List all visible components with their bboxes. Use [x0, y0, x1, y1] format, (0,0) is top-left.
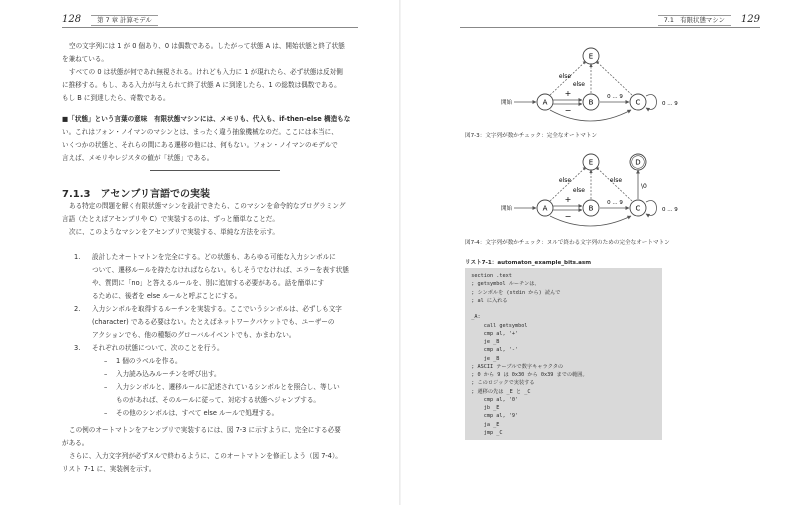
- listing-title: リスト7-1：automaton_example_bits.asm: [465, 260, 592, 266]
- state-label: A: [542, 98, 548, 107]
- note-line: 言えば、メモリやレジスタの値が「状態」である。: [62, 154, 214, 162]
- note-line: いくつかの状態と、それらの間にある遷移の他には、何もない。フォン・ノイマンのモデルで: [62, 141, 338, 149]
- sub-item: ものがあれば、そのルールに従って、対応する状態へジャンプする。: [116, 396, 321, 404]
- edge-label: else: [572, 81, 585, 88]
- section-line: 言語（たとえばアセンブリや C）で実装するのは、ずっと簡単なことだ。: [62, 215, 279, 223]
- edge-a-c: [550, 110, 631, 121]
- state-label: A: [542, 204, 548, 213]
- list-marker: 2.: [74, 305, 81, 313]
- code-line: ; ASCII テーブルで数字キャラクタの: [465, 363, 564, 370]
- list-line: それぞれの状態について、次のことを行う。: [92, 344, 224, 352]
- edge-label: else: [558, 177, 572, 184]
- section-line: 次に、このようなマシンをアセンブリで実装する、単純な方法を示す。: [69, 228, 279, 236]
- state-label: E: [588, 52, 594, 61]
- intro-line: すべての 0 は状態が何であれ無視される。けれども入力に 1 が現れたら、必ず状態は反対側: [69, 68, 343, 76]
- edge-c-e: [596, 167, 632, 201]
- figure-7-3-diagram: [500, 40, 680, 130]
- right-page-number: 129: [740, 14, 760, 25]
- list-line: 入力シンボルを取得するルーチンを実装する。ここでいうシンボルは、必ずしも文字: [92, 305, 342, 313]
- chapter-label: 第 7 章 計算モデル: [91, 15, 158, 26]
- list-line: アクションでも、他の種類のグローバルイベントでも、かまわない。: [92, 331, 296, 339]
- edge-label: 0 ... 9: [662, 101, 678, 107]
- sub-item: 1 個のラベルを作る。: [116, 357, 182, 365]
- right-running-header: [460, 14, 760, 26]
- edge-label: \0: [641, 183, 647, 190]
- figure-7-4-diagram: [500, 148, 680, 233]
- sub-dash: –: [104, 383, 108, 391]
- note-line: ■「状態」という言葉の意味 有限状態マシンには、メモリも、代入も、if-then-else 構造もな: [62, 115, 351, 123]
- state-label: B: [588, 204, 594, 213]
- closing-line: がある。: [62, 439, 89, 447]
- list-line: 設計したオートマトンを完全にする。どの状態も、あらゆる可能な入力シンボルに: [92, 253, 336, 261]
- code-line: ; シンボルを (stdin から) 読んで: [465, 289, 561, 296]
- section-label: 7.1 有限状態マシン: [658, 15, 731, 26]
- code-line: _A:: [465, 314, 481, 321]
- code-line: ; 遷移の先は _E と _C: [465, 388, 531, 395]
- start-label: 開始: [500, 206, 512, 212]
- section-heading: 7.1.3 アセンブリ言語での実装: [62, 189, 210, 200]
- code-line: je _B: [465, 339, 500, 345]
- sub-item: 入力シンボルと、遷移ルールに記述されているシンボルとを照合し、等しい: [116, 383, 340, 391]
- list-line: (character) である必要はない。たとえばネットワークパケットでも、ユーザーの: [92, 318, 335, 326]
- code-line: ; al に入れる: [465, 297, 508, 304]
- left-running-header: [62, 14, 358, 26]
- right-header-rule: [460, 27, 760, 28]
- list-marker: 1.: [74, 253, 81, 261]
- edge-c-e: [596, 61, 632, 95]
- state-label: E: [588, 158, 594, 167]
- code-line: jb _E: [465, 405, 500, 411]
- list-line: ついて、遷移ルールを持たなければならない。もしそうでなければ、エラーを表す状態: [92, 266, 349, 274]
- section-line: ある特定の問題を解く有限状態マシンを設計できたら、このマシンを命令的なプログラミング: [69, 202, 346, 210]
- start-label: 開始: [500, 100, 512, 106]
- intro-line: もし B に到達したら、奇数である。: [62, 94, 170, 102]
- closing-line: さらに、入力文字列が必ずヌルで終わるように、このオートマトンを修正しよう（図 7-4）。: [69, 452, 342, 460]
- list-line: るために、後者を else ルールと呼ぶことにする。: [92, 292, 242, 300]
- left-header-rule: [62, 27, 358, 28]
- sub-item: その他のシンボルは、すべて else ルールで処理する。: [116, 409, 279, 417]
- code-listing: [465, 268, 662, 440]
- code-line: call getsymbol: [465, 322, 528, 329]
- edge-c-loop: [646, 95, 657, 110]
- state-label: C: [635, 204, 641, 213]
- figure-7-3-caption: 図7-3：文字列が数かチェック：完全なオートマトン: [465, 133, 598, 139]
- code-line: cmp al, '0': [465, 396, 519, 403]
- closing-line: この例のオートマトンをアセンブリで実装するには、図 7-3 に示すように、完全にする必要: [69, 426, 341, 434]
- intro-line: を兼ねている。: [62, 55, 108, 63]
- closing-line: リスト 7-1 に、実装例を示す。: [62, 465, 156, 473]
- code-line: [465, 305, 662, 313]
- sub-dash: –: [104, 409, 108, 417]
- code-line: ja _E: [465, 421, 500, 428]
- code-line: jmp _C: [465, 429, 503, 436]
- code-line: je _B: [465, 355, 500, 362]
- code-line: cmp al, '-': [465, 347, 519, 354]
- edge-c-loop: [646, 201, 657, 216]
- list-line: や、質問に「no」と答えるルールを、別に追加する必要がある。話を簡単にす: [92, 279, 325, 287]
- code-line: cmp al, '+': [465, 330, 519, 337]
- code-line: ; このロジックで実装する: [465, 380, 535, 387]
- edge-label: 0 ... 9: [662, 207, 678, 213]
- code-line: ; getsymbol ルーチンは、: [465, 281, 540, 288]
- edge-label: else: [572, 187, 585, 194]
- left-page-number: 128: [62, 14, 82, 25]
- code-line: ; 0 から 9 は 0x30 から 0x39 までの範囲。: [465, 372, 588, 378]
- sub-item: 入力読み込みルーチンを呼び出す。: [116, 370, 221, 378]
- sub-dash: –: [104, 357, 108, 365]
- note-divider: [150, 170, 280, 171]
- edge-label: 0 ... 9: [607, 200, 623, 206]
- edge-label: +: [564, 89, 572, 98]
- list-marker: 3.: [74, 344, 81, 352]
- sub-dash: –: [104, 370, 108, 378]
- state-label: C: [635, 98, 641, 107]
- edge-label: 0 ... 9: [607, 94, 623, 100]
- note-line: い。これはフォン・ノイマンのマシンとは、まったく違う抽象機械なのだ。ここには本当に、: [62, 128, 338, 136]
- edge-label: −: [564, 106, 572, 115]
- code-line: cmp al, '9': [465, 413, 519, 420]
- figure-7-4-caption: 図7-4：文字列が数かチェック：ヌルで終わる文字列のための完全なオートマトン: [465, 240, 670, 246]
- edge-label: −: [564, 212, 572, 221]
- edge-label: else: [609, 177, 623, 184]
- code-line: section .text: [465, 273, 512, 279]
- edge-label: else: [558, 73, 572, 80]
- intro-line: に推移する。もし、ある入力が与えられて終了状態 A に到達したら、1 の総数は偶数である。: [62, 81, 341, 89]
- edge-a-c: [550, 216, 631, 226]
- intro-line: 空の文字列には 1 が 0 個あり、0 は偶数である。したがって状態 A は、開始状態と終了状態: [69, 42, 345, 50]
- state-label: B: [588, 98, 594, 107]
- state-label: D: [635, 158, 641, 167]
- edge-label: +: [564, 195, 572, 204]
